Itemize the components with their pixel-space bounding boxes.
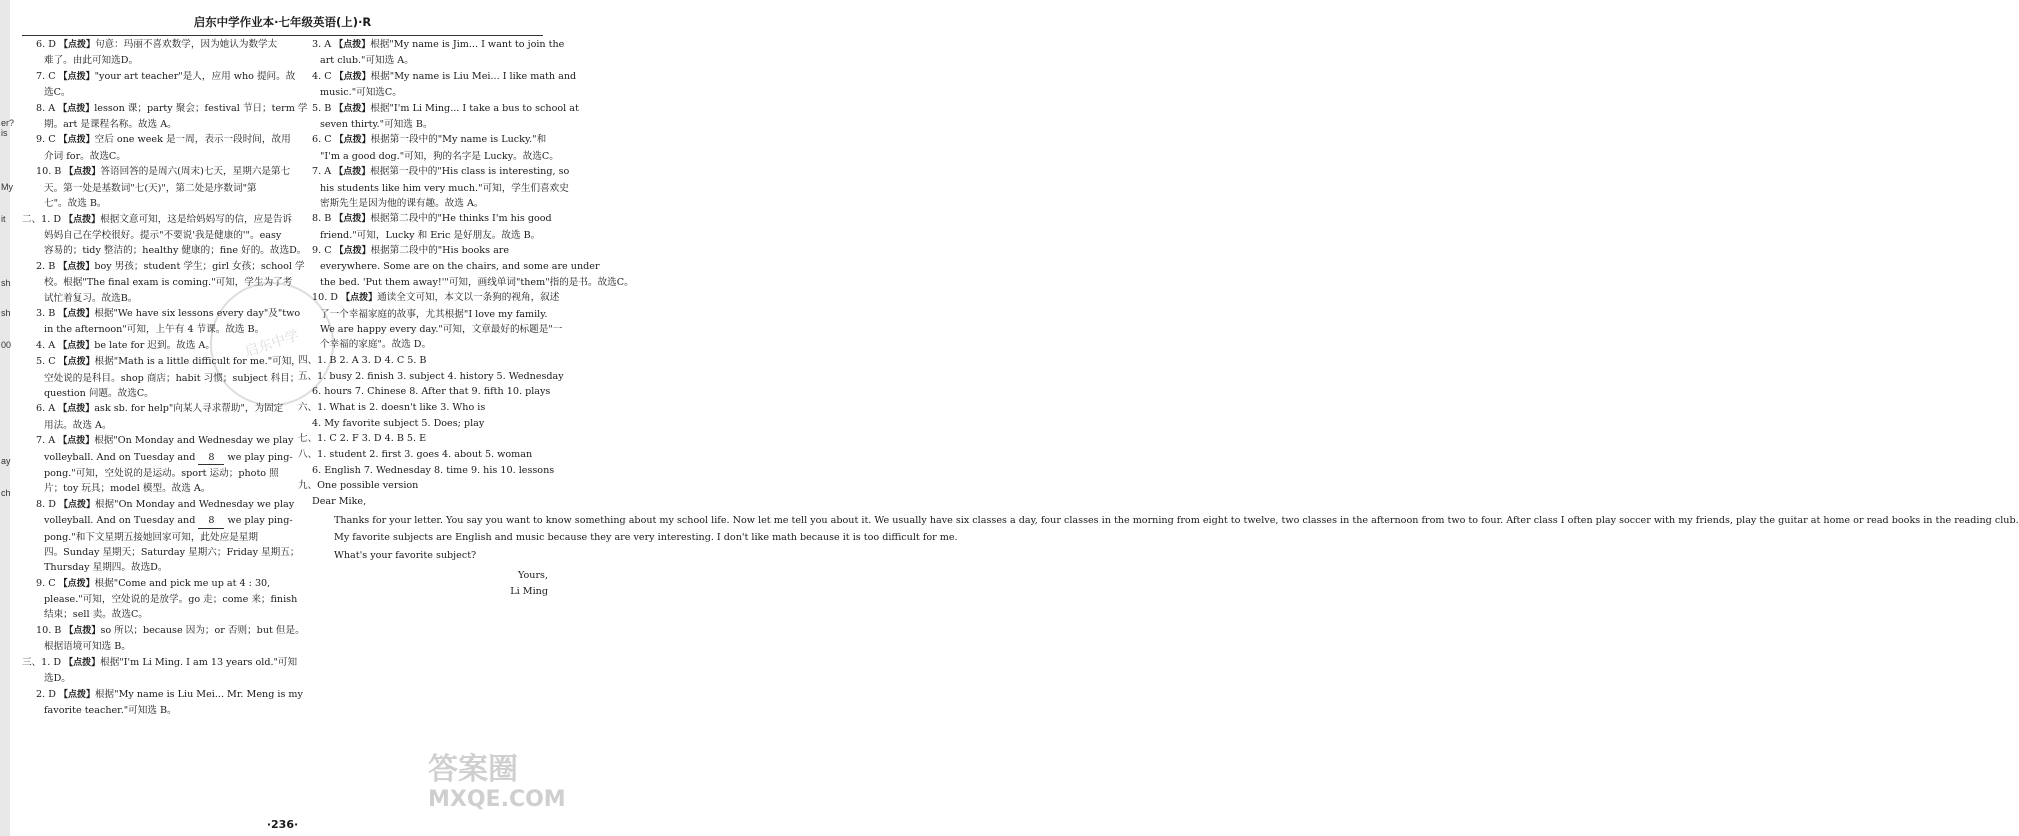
edge-fragment: ch — [1, 488, 11, 498]
answer-line: 9. C 【点拨】空后 one week 是一周，表示一段时间，故用 — [36, 134, 291, 146]
hint-marker: 【点拨】 — [334, 214, 371, 225]
answer-line: 5. C 【点拨】根据"Math is a little difficult for me."可知， — [36, 356, 301, 368]
answer-line: 8. B 【点拨】根据第二段中的"He thinks I'm his good — [312, 213, 552, 225]
answer-line: 用法。故选 A。 — [44, 419, 112, 431]
answer-line: 选D。 — [44, 673, 71, 685]
hint-marker: 【点拨】 — [334, 40, 371, 50]
hint-marker: 【点拨】 — [334, 246, 371, 257]
answer-line: 五、1. busy 2. finish 3. subject 4. history 5. Wednesday — [298, 371, 564, 383]
answer-line: 9. C 【点拨】根据第二段中的"His books are — [312, 245, 510, 257]
answer-line: 3. A 【点拨】根据"My name is Jim... I want to join the — [312, 39, 565, 50]
letter-body — [312, 513, 2019, 564]
answer-line: 10. B 【点拨】so 所以；because 因为；or 否则；but 但是。 — [36, 624, 305, 636]
answer-line: 4. My favorite subject 5. Does; play — [312, 417, 485, 429]
hint-marker: 【点拨】 — [58, 261, 95, 272]
edge-fragment: My — [1, 182, 13, 192]
answer-line: 根据语境可知选 B。 — [44, 641, 131, 653]
answer-line: art club."可知选 A。 — [320, 55, 414, 67]
answer-line: "I'm a good dog."可知，狗的名字是 Lucky。故选C。 — [320, 150, 559, 162]
answer-line: 2. B 【点拨】boy 男孩；student 学生；girl 女孩；school 学 — [36, 260, 305, 272]
answer-line: 选C。 — [44, 87, 71, 99]
answer-line: 妈妈自己在学校很好。提示"不要说'我是健康的'"。easy — [44, 230, 282, 242]
answer-line: everywhere. Some are on the chairs, and some are under — [320, 261, 600, 273]
hint-marker: 【点拨】 — [334, 167, 371, 178]
page-edge-strip — [0, 0, 15, 836]
page-number: ·236· — [266, 818, 299, 831]
running-header — [22, 14, 543, 36]
answer-line: 5. B 【点拨】根据"I'm Li Ming... I take a bus to school at — [312, 102, 579, 114]
answer-line: 天。第一处是基数词"七(天)"，第二处是序数词"第 — [44, 182, 257, 194]
answer-line: 三、1. D 【点拨】根据"I'm Li Ming. I am 13 years old."可知 — [22, 657, 298, 669]
answer-line: 四。Sunday 星期天；Saturday 星期六；Friday 星期五； — [44, 546, 300, 558]
answer-line: 6. D 【点拨】句意：玛丽不喜欢数学，因为她认为数学太 — [36, 39, 278, 50]
hint-marker: 【点拨】 — [58, 40, 95, 50]
edge-fragment: it — [1, 214, 6, 224]
answer-line: 介词 for。故选C。 — [44, 150, 126, 162]
answer-line: question 问题。故选C。 — [44, 388, 154, 399]
answer-line: 容易的；tidy 整洁的；healthy 健康的；fine 好的。故选D。 — [44, 245, 307, 257]
edge-fragment: sh — [1, 278, 11, 288]
answer-line: 3. B 【点拨】根据"We have six lessons every day"及"two — [36, 308, 301, 320]
letter-paragraph: What's your favorite subject? — [334, 549, 477, 561]
hint-marker: 【点拨】 — [58, 71, 95, 82]
answer-line: 试忙着复习。故选B。 — [44, 292, 138, 304]
watermark-corner-name: 答案圈 — [428, 752, 518, 787]
answer-line: 空处说的是科目。shop 商店；habit 习惯；subject 科目； — [44, 372, 300, 384]
answer-line: 校。根据"The final exam is coming."可知，学生为了考 — [44, 277, 293, 289]
hint-marker: 【点拨】 — [58, 404, 95, 415]
answer-line: in the afternoon"可知，上午有 4 节课。故选 B。 — [44, 324, 265, 336]
hint-marker: 【点拨】 — [58, 436, 95, 447]
answer-line: 6. A 【点拨】ask sb. for help"向某人寻求帮助"，为固定 — [36, 403, 284, 415]
answer-line: 个幸福的家庭"。故选 D。 — [320, 339, 432, 351]
answer-line: pong."和下文星期五接她回家可知，此处应是星期 — [44, 531, 258, 543]
answer-line: favorite teacher."可知选 B。 — [44, 705, 177, 717]
answer-line: 难了。由此可知选D。 — [44, 55, 139, 67]
hint-marker: 【点拨】 — [58, 103, 95, 114]
edge-fragment: sh — [1, 308, 11, 318]
letter-paragraph: Thanks for your letter. You say you want to know something about my school life. Now let me tell you about it. We usually have six classes a day, four classes in the morning from eight to twelve, two classes in the afternoon from two to four. After class I often play soccer with my friends, play the guitar at home or read books in the reading club. — [334, 514, 2019, 526]
answer-line: 4. C 【点拨】根据"My name is Liu Mei... I like math and — [312, 70, 577, 82]
left-column — [22, 38, 308, 720]
answer-line: Thursday 星期四。故选D。 — [44, 562, 168, 574]
answer-line: 结束；sell 卖。故选C。 — [44, 609, 148, 621]
watermark-seal-text: 启东中学 — [242, 327, 302, 361]
answer-line: please."可知，空处说的是放学。go 走；come 来；finish — [44, 594, 298, 606]
watermark-corner — [428, 752, 566, 822]
answer-line: 7. A 【点拨】根据第一段中的"His class is interesting, so — [312, 166, 570, 178]
answer-line: 6. English 7. Wednesday 8. time 9. his 10. lessons — [312, 464, 555, 476]
answer-line: his students like him very much."可知，学生们喜欢史 — [320, 182, 569, 194]
answer-line: music."可知选C。 — [320, 87, 402, 99]
hint-marker: 【点拨】 — [58, 578, 95, 589]
answer-line: 7. A 【点拨】根据"On Monday and Wednesday we play — [36, 435, 294, 447]
hint-marker: 【点拨】 — [58, 340, 95, 351]
answer-line: 二、1. D 【点拨】根据文意可知，这是给妈妈写的信，应是告诉 — [22, 213, 293, 225]
letter-paragraph: My favorite subjects are English and music because they are very interesting. I don't like math because it is too difficult for me. — [334, 532, 958, 544]
answer-line: seven thirty."可知选 B。 — [320, 118, 433, 130]
answer-line: volleyball. And on Tuesday and 8 we play ping- — [22, 514, 284, 529]
letter-salutation: Dear Mike, — [312, 496, 367, 508]
sample-letter — [298, 495, 2019, 599]
hint-marker: 【点拨】 — [64, 167, 101, 178]
edge-fragment: er? — [1, 118, 15, 128]
answer-line: 8. D 【点拨】根据"On Monday and Wednesday we play — [36, 498, 295, 510]
watermark-corner-url: MXQE.COM — [428, 787, 566, 812]
blank-number: 8 — [198, 514, 224, 529]
hint-marker: 【点拨】 — [58, 135, 95, 146]
hint-marker: 【点拨】 — [64, 658, 101, 669]
hint-marker: 【点拨】 — [341, 293, 378, 304]
edge-fragment: is — [1, 128, 8, 138]
edge-fragment: 00 — [1, 340, 12, 350]
answer-line: 片；toy 玩具；model 模型。故选 A。 — [44, 483, 211, 495]
answer-line: volleyball. And on Tuesday and 8 we play ping- — [22, 451, 284, 466]
answer-line: the bed. 'Put them away!'"可知，画线单词"them"指的是书。故选C。 — [320, 276, 634, 288]
blank-number: 8 — [198, 451, 224, 466]
answer-line: 6. hours 7. Chinese 8. After that 9. fifth 10. plays — [312, 386, 551, 398]
answer-line: 八、1. student 2. first 3. goes 4. about 5. woman — [298, 449, 533, 461]
answer-line: 7. C 【点拨】"your art teacher"是人，应用 who 提问。故 — [36, 70, 296, 82]
hint-marker: 【点拨】 — [334, 135, 371, 146]
answer-line: 6. C 【点拨】根据第一段中的"My name is Lucky."和 — [312, 134, 547, 146]
edge-fragment: ay — [1, 456, 11, 466]
answer-line: 10. B 【点拨】答语回答的是周六(周末)七天，星期六是第七 — [36, 166, 291, 178]
answer-line: 七、1. C 2. F 3. D 4. B 5. E — [298, 433, 427, 445]
hint-marker: 【点拨】 — [58, 309, 95, 320]
answer-line: 四、1. B 2. A 3. D 4. C 5. B — [298, 355, 427, 367]
answer-line: 10. D 【点拨】通读全文可知，本文以一条狗的视角，叙述 — [312, 292, 560, 304]
answer-line: friend."可知，Lucky 和 Eric 是好朋友。故选 B。 — [320, 229, 541, 241]
hint-marker: 【点拨】 — [334, 103, 371, 114]
hint-marker: 【点拨】 — [334, 71, 371, 82]
right-answer-list — [298, 38, 634, 493]
answer-line: 期。art 是课程名称。故选 A。 — [44, 118, 177, 130]
answer-line: 九、One possible version — [298, 480, 419, 492]
hint-marker: 【点拨】 — [58, 689, 95, 700]
answer-line: 了一个幸福家庭的故事，尤其根据"I love my family. — [320, 308, 548, 320]
hint-marker: 【点拨】 — [64, 214, 101, 225]
answer-line: 4. A 【点拨】be late for 迟到。故选 A。 — [36, 339, 215, 351]
answer-line: We are happy every day."可知，文章最好的标题是"一 — [320, 324, 563, 336]
hint-marker: 【点拨】 — [64, 625, 101, 636]
letter-signature: Li Ming — [510, 586, 548, 598]
answer-line: 七"。故选 B。 — [44, 197, 107, 209]
answer-line: 9. C 【点拨】根据"Come and pick me up at 4 : 30, — [36, 577, 271, 589]
answer-line: 8. A 【点拨】lesson 课；party 聚会；festival 节日；term 学 — [36, 102, 308, 114]
right-column — [298, 38, 2019, 601]
hint-marker: 【点拨】 — [58, 499, 95, 510]
letter-closing: Yours, — [517, 570, 548, 582]
answer-line: 密斯先生是因为他的课有趣。故选 A。 — [320, 197, 484, 209]
answer-line: 六、1. What is 2. doesn't like 3. Who is — [298, 402, 486, 414]
header-rule — [22, 35, 543, 36]
header-title: 启东中学作业本·七年级英语(上)·R — [193, 15, 372, 29]
answer-line: pong."可知，空处说的是运动。sport 运动；photo 照 — [44, 467, 279, 479]
answer-line: 2. D 【点拨】根据"My name is Liu Mei... Mr. Meng is my — [36, 688, 303, 700]
hint-marker: 【点拨】 — [58, 357, 95, 368]
